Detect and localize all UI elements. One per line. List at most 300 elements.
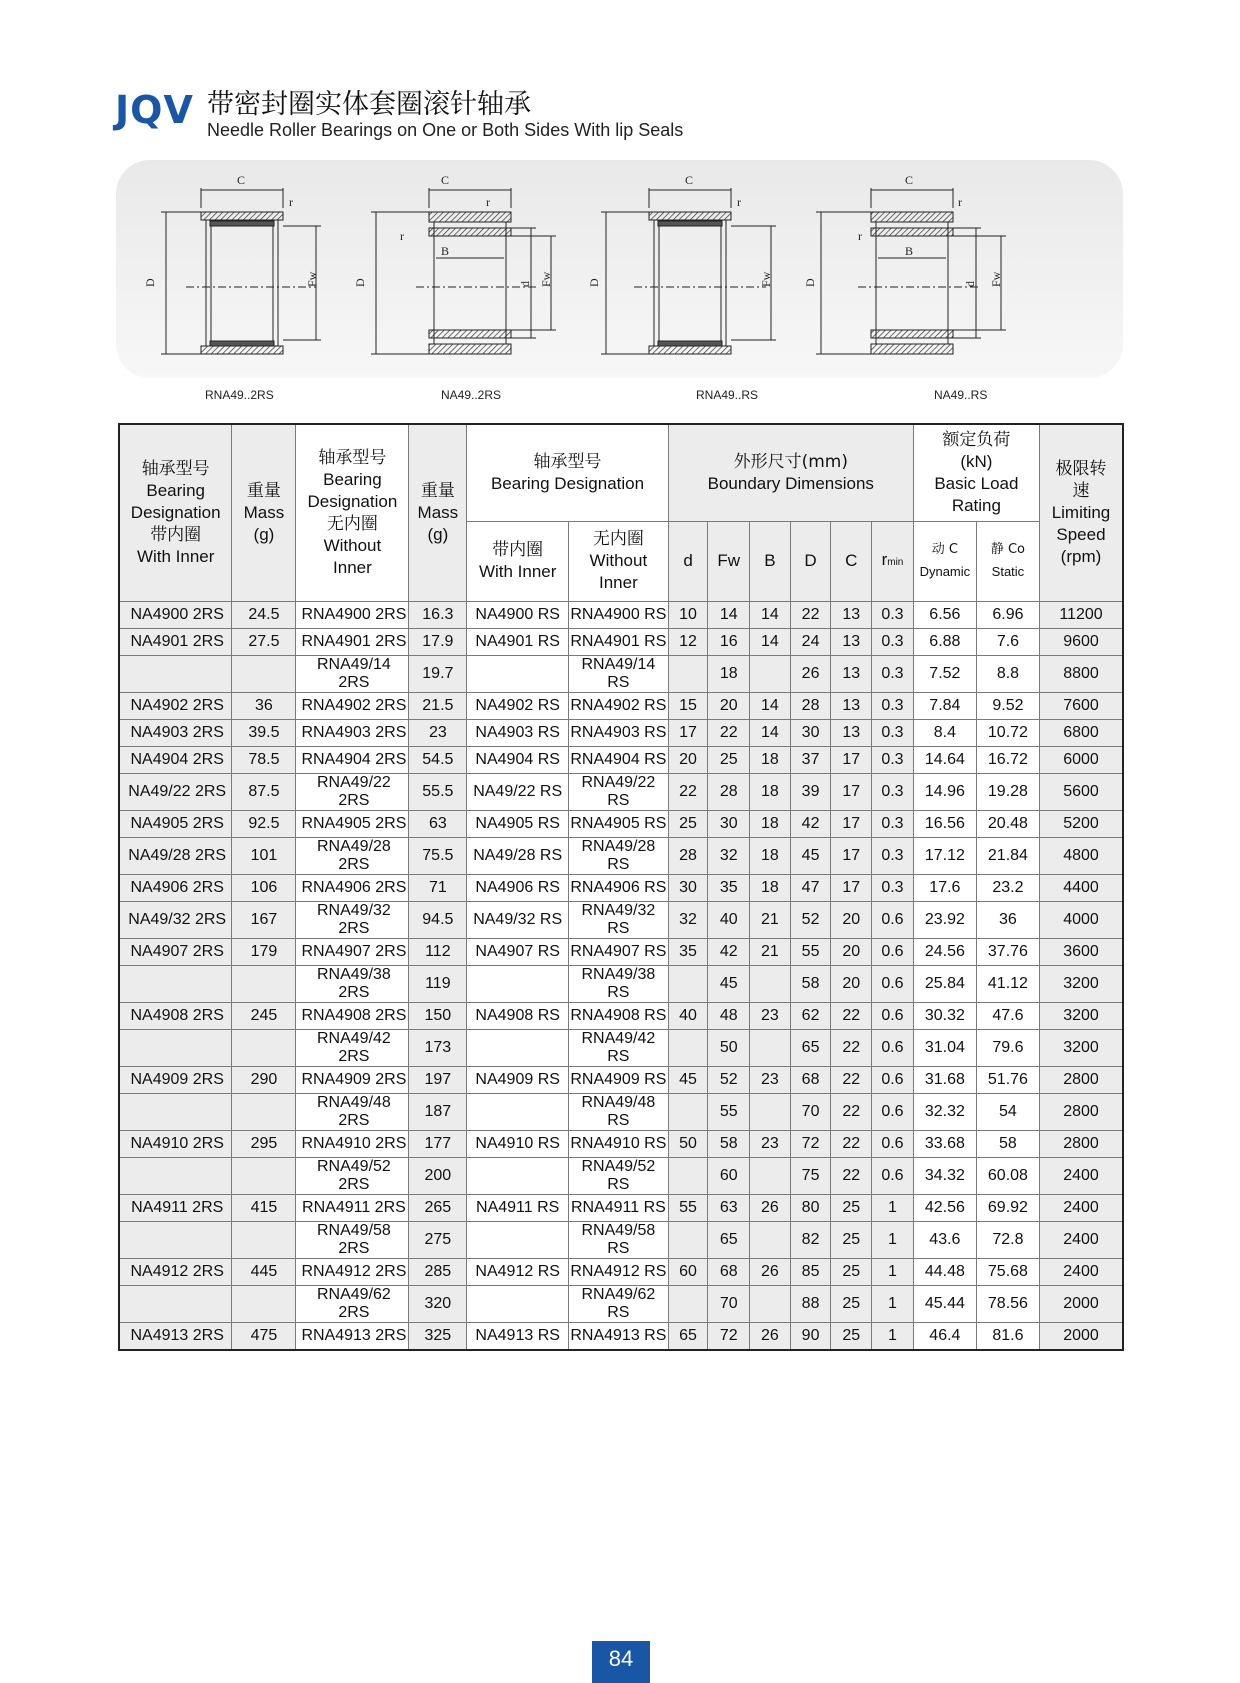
cell-rna-rs: RNA49/58 RS [569,1221,669,1258]
cell-mass-with-inner: 92.5 [232,810,296,837]
cell-mass-without-inner: 16.3 [409,601,467,628]
cell-rna-2rs: RNA49/22 2RS [296,773,409,810]
table-row [119,601,1123,628]
cell-c: 13 [831,601,872,628]
cell-fw: 50 [708,1029,750,1066]
cell-na-rs: NA4912 RS [467,1258,569,1285]
table-row [119,692,1123,719]
cell-rna-2rs: RNA4905 2RS [296,810,409,837]
cell-static-load: 19.28 [976,773,1039,810]
cell-speed: 2000 [1039,1285,1123,1322]
cell-mass-with-inner: 101 [232,837,296,874]
cell-mass-without-inner: 23 [409,719,467,746]
diagram1-label-r: r [289,195,293,209]
cell-mass-without-inner: 320 [409,1285,467,1322]
cell-rna-rs: RNA49/32 RS [569,901,669,938]
cell-mass-with-inner: 445 [232,1258,296,1285]
cell-static-load: 79.6 [976,1029,1039,1066]
cell-outer-d: 39 [790,773,831,810]
cell-dynamic-load: 16.56 [913,810,976,837]
cell-d: 12 [668,628,708,655]
cell-static-load: 8.8 [976,655,1039,692]
diagram4-label-d-outer: D [803,278,817,287]
cell-fw: 42 [708,938,750,965]
cell-rna-rs: RNA4908 RS [569,1002,669,1029]
cell-c: 20 [831,901,872,938]
cell-outer-d: 52 [790,901,831,938]
col-header-with-inner: 轴承型号 Bearing Designation 带内圈 With Inner [119,424,232,601]
cell-dynamic-load: 6.88 [913,628,976,655]
cell-na-rs: NA4904 RS [467,746,569,773]
table-row [119,1322,1123,1350]
cell-rna-2rs: RNA4901 2RS [296,628,409,655]
diagram1-label-c: C [237,173,246,187]
cell-dynamic-load: 45.44 [913,1285,976,1322]
cell-c: 17 [831,874,872,901]
cell-dynamic-load: 24.56 [913,938,976,965]
cell-na-2rs [119,1029,232,1066]
cell-b: 18 [750,773,791,810]
diagram2-label-d-outer: D [353,278,367,287]
cell-fw: 16 [708,628,750,655]
cell-fw: 63 [708,1194,750,1221]
cell-na-rs: NA4907 RS [467,938,569,965]
table-row [119,901,1123,938]
cell-mass-without-inner: 275 [409,1221,467,1258]
cell-rna-2rs: RNA4913 2RS [296,1322,409,1350]
cell-rmin: 0.6 [872,938,914,965]
cell-fw: 14 [708,601,750,628]
col-header-static: 静 Co Static [976,521,1039,601]
cell-static-load: 47.6 [976,1002,1039,1029]
cell-b [750,1285,791,1322]
cell-dynamic-load: 44.48 [913,1258,976,1285]
cell-rna-2rs: RNA49/38 2RS [296,965,409,1002]
cell-na-2rs: NA4901 2RS [119,628,232,655]
diagram-captions [116,388,1123,408]
cell-rna-2rs: RNA4908 2RS [296,1002,409,1029]
cell-mass-without-inner: 21.5 [409,692,467,719]
table-row [119,938,1123,965]
cell-mass-with-inner: 245 [232,1002,296,1029]
cell-b [750,965,791,1002]
cell-rna-rs: RNA4902 RS [569,692,669,719]
diagram2-label-fw: Fw [539,271,553,287]
cell-d [668,965,708,1002]
cell-d: 30 [668,874,708,901]
cell-dynamic-load: 46.4 [913,1322,976,1350]
cell-b: 26 [750,1258,791,1285]
cell-mass-with-inner: 27.5 [232,628,296,655]
cell-rna-rs: RNA49/38 RS [569,965,669,1002]
table-header [119,424,1123,601]
cell-speed: 5200 [1039,810,1123,837]
col-header-fw: Fw [708,521,750,601]
cell-rna-2rs: RNA4902 2RS [296,692,409,719]
cell-mass-with-inner [232,1029,296,1066]
cell-d [668,1157,708,1194]
table-row [119,1157,1123,1194]
cell-c: 25 [831,1221,872,1258]
cell-speed: 5600 [1039,773,1123,810]
cell-rmin: 0.3 [872,655,914,692]
cell-rna-rs: RNA49/14 RS [569,655,669,692]
cell-rna-rs: RNA49/62 RS [569,1285,669,1322]
cell-na-2rs: NA4909 2RS [119,1066,232,1093]
cell-mass-without-inner: 71 [409,874,467,901]
cell-mass-with-inner: 179 [232,938,296,965]
cell-mass-without-inner: 55.5 [409,773,467,810]
cell-dynamic-load: 33.68 [913,1130,976,1157]
cell-b: 26 [750,1194,791,1221]
table-row [119,965,1123,1002]
bearing-spec-table [118,423,1124,1351]
cell-speed: 3200 [1039,1002,1123,1029]
cell-rna-2rs: RNA4909 2RS [296,1066,409,1093]
cell-speed: 3200 [1039,1029,1123,1066]
cell-na-2rs: NA4900 2RS [119,601,232,628]
cell-static-load: 6.96 [976,601,1039,628]
cell-d: 65 [668,1322,708,1350]
cell-rna-2rs: RNA49/62 2RS [296,1285,409,1322]
table-row [119,1066,1123,1093]
cell-na-rs: NA4903 RS [467,719,569,746]
cell-d: 55 [668,1194,708,1221]
cell-na-2rs: NA4908 2RS [119,1002,232,1029]
table-row [119,1258,1123,1285]
col-header-c: C [831,521,872,601]
cell-outer-d: 82 [790,1221,831,1258]
table-row [119,874,1123,901]
cell-d: 17 [668,719,708,746]
cell-rna-rs: RNA4912 RS [569,1258,669,1285]
cell-dynamic-load: 23.92 [913,901,976,938]
cell-static-load: 36 [976,901,1039,938]
cell-c: 13 [831,628,872,655]
cell-dynamic-load: 8.4 [913,719,976,746]
table-row [119,1194,1123,1221]
cell-dynamic-load: 42.56 [913,1194,976,1221]
cell-rna-2rs: RNA4904 2RS [296,746,409,773]
cell-na-2rs: NA4906 2RS [119,874,232,901]
diagram4-label-c: C [905,173,914,187]
table-row [119,1221,1123,1258]
cell-dynamic-load: 30.32 [913,1002,976,1029]
cell-mass-with-inner: 39.5 [232,719,296,746]
cell-rmin: 0.6 [872,1002,914,1029]
cell-na-rs [467,1285,569,1322]
cell-na-rs: NA4900 RS [467,601,569,628]
page-title-cn: 带密封圈实体套圈滚针轴承 [207,89,531,120]
cell-speed: 2400 [1039,1157,1123,1194]
diagram-caption: RNA49..2RS [205,388,274,402]
cell-d: 50 [668,1130,708,1157]
cell-rmin: 0.6 [872,965,914,1002]
cell-mass-without-inner: 75.5 [409,837,467,874]
cell-fw: 45 [708,965,750,1002]
cell-speed: 8800 [1039,655,1123,692]
cell-static-load: 37.76 [976,938,1039,965]
cell-na-rs: NA4913 RS [467,1322,569,1350]
cell-b [750,1093,791,1130]
cell-d: 40 [668,1002,708,1029]
cell-mass-without-inner: 19.7 [409,655,467,692]
cell-d: 10 [668,601,708,628]
cell-c: 17 [831,837,872,874]
cell-b [750,1157,791,1194]
cell-b: 23 [750,1130,791,1157]
cell-c: 22 [831,1066,872,1093]
cell-dynamic-load: 17.6 [913,874,976,901]
cell-static-load: 16.72 [976,746,1039,773]
cell-d [668,1285,708,1322]
diagram-caption: NA49..RS [934,388,988,402]
cell-dynamic-load: 14.96 [913,773,976,810]
cell-dynamic-load: 34.32 [913,1157,976,1194]
cell-b: 21 [750,901,791,938]
diagram-rna49-rs [601,188,776,354]
table-row [119,1002,1123,1029]
cell-static-load: 10.72 [976,719,1039,746]
cell-fw: 52 [708,1066,750,1093]
cell-c: 25 [831,1285,872,1322]
cell-fw: 32 [708,837,750,874]
cell-rmin: 0.3 [872,837,914,874]
cell-fw: 55 [708,1093,750,1130]
col-header-d: d [668,521,708,601]
cell-c: 22 [831,1002,872,1029]
cell-na-rs [467,1221,569,1258]
cell-c: 22 [831,1130,872,1157]
cell-na-2rs [119,1093,232,1130]
page-header [115,82,1115,142]
diagram3-label-r: r [737,195,741,209]
cell-d: 25 [668,810,708,837]
cell-mass-without-inner: 173 [409,1029,467,1066]
cell-rmin: 1 [872,1285,914,1322]
cell-na-2rs [119,965,232,1002]
bearing-diagrams [116,160,1123,378]
cell-static-load: 21.84 [976,837,1039,874]
cell-outer-d: 37 [790,746,831,773]
cell-outer-d: 42 [790,810,831,837]
cell-b: 14 [750,692,791,719]
cell-rna-2rs: RNA49/32 2RS [296,901,409,938]
cell-na-rs: NA4905 RS [467,810,569,837]
cell-dynamic-load: 7.52 [913,655,976,692]
cell-speed: 2400 [1039,1221,1123,1258]
cell-fw: 22 [708,719,750,746]
diagram4-label-d-inner: d [963,281,977,287]
cell-speed: 6000 [1039,746,1123,773]
cell-outer-d: 24 [790,628,831,655]
cell-outer-d: 30 [790,719,831,746]
cell-outer-d: 80 [790,1194,831,1221]
cell-rna-rs: RNA4903 RS [569,719,669,746]
cell-outer-d: 70 [790,1093,831,1130]
cell-rmin: 1 [872,1221,914,1258]
diagram-rna49-2rs [161,188,321,354]
col-header-boundary: 外形尺寸(mm) Boundary Dimensions [668,424,913,521]
table-row [119,773,1123,810]
cell-na-rs: NA4902 RS [467,692,569,719]
diagram-na49-2rs [371,188,556,354]
cell-d: 32 [668,901,708,938]
cell-dynamic-load: 31.04 [913,1029,976,1066]
cell-b: 23 [750,1002,791,1029]
diagram2-label-b: B [441,244,450,258]
cell-fw: 65 [708,1221,750,1258]
cell-na-rs [467,655,569,692]
cell-mass-without-inner: 150 [409,1002,467,1029]
cell-mass-without-inner: 325 [409,1322,467,1350]
cell-rna-2rs: RNA49/14 2RS [296,655,409,692]
cell-speed: 9600 [1039,628,1123,655]
cell-na-rs: NA4906 RS [467,874,569,901]
cell-outer-d: 65 [790,1029,831,1066]
cell-d: 15 [668,692,708,719]
cell-rna-2rs: RNA4911 2RS [296,1194,409,1221]
cell-na-rs [467,965,569,1002]
cell-na-2rs: NA4902 2RS [119,692,232,719]
cell-mass-with-inner: 290 [232,1066,296,1093]
cell-na-rs: NA49/32 RS [467,901,569,938]
cell-fw: 70 [708,1285,750,1322]
table-row [119,810,1123,837]
cell-mass-without-inner: 265 [409,1194,467,1221]
cell-na-2rs: NA49/32 2RS [119,901,232,938]
diagram2-label-r2: r [400,229,404,243]
cell-rmin: 0.6 [872,1093,914,1130]
cell-static-load: 72.8 [976,1221,1039,1258]
cell-outer-d: 72 [790,1130,831,1157]
cell-rna-rs: RNA4901 RS [569,628,669,655]
cell-fw: 35 [708,874,750,901]
cell-outer-d: 45 [790,837,831,874]
diagram3-label-d-outer: D [587,278,601,287]
cell-speed: 4400 [1039,874,1123,901]
cell-mass-with-inner: 36 [232,692,296,719]
cell-na-2rs: NA4912 2RS [119,1258,232,1285]
cell-rmin: 1 [872,1194,914,1221]
cell-b: 18 [750,746,791,773]
cell-na-2rs [119,655,232,692]
cell-na-rs [467,1157,569,1194]
cell-rna-2rs: RNA4903 2RS [296,719,409,746]
diagram4-label-r2: r [858,229,862,243]
cell-speed: 2400 [1039,1194,1123,1221]
cell-na-rs: NA4909 RS [467,1066,569,1093]
cell-rmin: 0.3 [872,692,914,719]
cell-rna-rs: RNA49/28 RS [569,837,669,874]
cell-dynamic-load: 6.56 [913,601,976,628]
cell-static-load: 7.6 [976,628,1039,655]
diagram1-label-fw: Fw [305,271,319,287]
table-row [119,1093,1123,1130]
page-number: 84 [592,1641,650,1683]
cell-dynamic-load: 43.6 [913,1221,976,1258]
cell-na-2rs: NA49/28 2RS [119,837,232,874]
page-title-en: Needle Roller Bearings on One or Both Sides With lip Seals [207,120,684,140]
cell-speed: 3200 [1039,965,1123,1002]
cell-dynamic-load: 17.12 [913,837,976,874]
cell-rna-2rs: RNA49/52 2RS [296,1157,409,1194]
cell-rmin: 0.6 [872,1029,914,1066]
cell-static-load: 20.48 [976,810,1039,837]
cell-mass-with-inner [232,655,296,692]
cell-static-load: 58 [976,1130,1039,1157]
col-header-mass-2: 重量 Mass (g) [409,424,467,601]
cell-d [668,655,708,692]
cell-rna-rs: RNA4913 RS [569,1322,669,1350]
cell-outer-d: 62 [790,1002,831,1029]
cell-static-load: 69.92 [976,1194,1039,1221]
cell-rna-rs: RNA49/22 RS [569,773,669,810]
diagram-caption: RNA49..RS [696,388,759,402]
cell-mass-with-inner: 167 [232,901,296,938]
cell-rna-2rs: RNA4910 2RS [296,1130,409,1157]
cell-c: 20 [831,938,872,965]
cell-outer-d: 22 [790,601,831,628]
table-row [119,628,1123,655]
cell-mass-with-inner [232,965,296,1002]
cell-rna-2rs: RNA4900 2RS [296,601,409,628]
cell-rna-rs: RNA4906 RS [569,874,669,901]
cell-c: 25 [831,1194,872,1221]
table-row [119,1285,1123,1322]
cell-b [750,1221,791,1258]
cell-b: 21 [750,938,791,965]
cell-d: 35 [668,938,708,965]
cell-rna-2rs: RNA4906 2RS [296,874,409,901]
cell-c: 25 [831,1258,872,1285]
cell-fw: 25 [708,746,750,773]
cell-fw: 28 [708,773,750,810]
col-header-without-inner: 轴承型号 Bearing Designation 无内圈 Without Inner [296,424,409,601]
cell-c: 22 [831,1093,872,1130]
cell-rna-2rs: RNA49/58 2RS [296,1221,409,1258]
cell-outer-d: 47 [790,874,831,901]
cell-na-rs: NA4910 RS [467,1130,569,1157]
cell-outer-d: 75 [790,1157,831,1194]
cell-d: 20 [668,746,708,773]
cell-rmin: 0.3 [872,874,914,901]
cell-speed: 2000 [1039,1322,1123,1350]
table-row [119,1029,1123,1066]
cell-b: 18 [750,837,791,874]
cell-rna-rs: RNA4904 RS [569,746,669,773]
cell-b [750,655,791,692]
cell-fw: 18 [708,655,750,692]
cell-c: 22 [831,1029,872,1066]
diagram3-label-fw: Fw [759,271,773,287]
cell-rmin: 0.6 [872,901,914,938]
cell-speed: 6800 [1039,719,1123,746]
cell-dynamic-load: 14.64 [913,746,976,773]
table-row [119,837,1123,874]
cell-rmin: 0.6 [872,1130,914,1157]
cell-c: 17 [831,746,872,773]
cell-mass-without-inner: 63 [409,810,467,837]
cell-d [668,1029,708,1066]
cell-outer-d: 58 [790,965,831,1002]
col-header-load-rating: 额定负荷 (kN) Basic Load Rating [913,424,1039,521]
cell-dynamic-load: 31.68 [913,1066,976,1093]
cell-na-2rs [119,1157,232,1194]
cell-rmin: 0.3 [872,773,914,810]
cell-mass-with-inner [232,1285,296,1322]
cell-rmin: 0.3 [872,746,914,773]
